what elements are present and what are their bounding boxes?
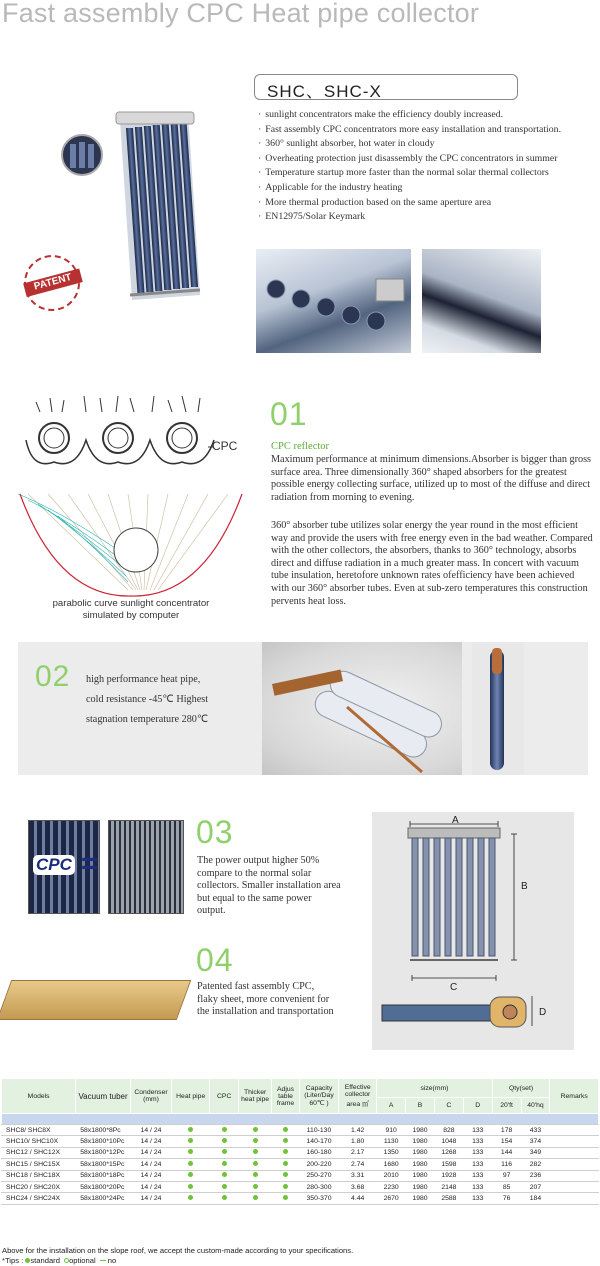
col-header-size: size(mm) <box>377 1079 492 1098</box>
cpc-diagram <box>22 390 257 475</box>
table-cell: SHC12 / SHC12X <box>2 1147 76 1158</box>
table-cell: 58x1800*8Pc <box>76 1125 131 1136</box>
dim-label-c: C <box>450 982 458 993</box>
table-row <box>2 1170 599 1181</box>
table-separator-row <box>2 1114 599 1125</box>
remarks-cell <box>550 1147 599 1158</box>
standard-dot-icon <box>272 1136 300 1147</box>
standard-dot-icon <box>272 1193 300 1204</box>
table-cell: 350-370 <box>299 1193 338 1204</box>
feature-item: · Fast assembly CPC concentrators more easy installation and transportation. <box>258 123 600 138</box>
table-cell: 184 <box>521 1193 550 1204</box>
standard-dot-icon <box>210 1147 239 1158</box>
table-cell: 349 <box>521 1147 550 1158</box>
standard-dot-icon <box>172 1159 210 1170</box>
standard-dot-icon <box>272 1181 300 1192</box>
section03-text: The power output higher 50% compare to the normal solar collectors. Smaller installation area but equal to the same power output. <box>197 855 341 917</box>
standard-dot-icon <box>272 1170 300 1181</box>
standard-dot-icon <box>283 1195 288 1200</box>
table-cell: 4.44 <box>339 1193 377 1204</box>
standard-dot-icon <box>239 1181 272 1192</box>
section-number-01: 01 <box>270 396 308 432</box>
dimension-drawing-panel <box>372 812 574 1050</box>
standard-dot-icon <box>210 1159 239 1170</box>
cpc-reflector-photo <box>422 249 541 353</box>
standard-dot-icon <box>222 1127 227 1132</box>
table-cell: 1350 <box>377 1147 406 1158</box>
tips-label: *Tips : <box>2 1255 24 1265</box>
col-header-cpc: CPC <box>210 1079 239 1114</box>
standard-dot-icon <box>172 1125 210 1136</box>
table-cell: 3.31 <box>339 1170 377 1181</box>
section01-heading: CPC reflector <box>271 441 330 452</box>
col-header-heat-pipe: Heat pipe <box>172 1079 210 1114</box>
col-header-vacuum: Vacuum tuber <box>76 1079 131 1114</box>
table-cell: 178 <box>492 1125 521 1136</box>
heat-pipe-graphic <box>262 642 462 775</box>
feature-item: · More thermal production based on the same aperture area <box>258 196 600 211</box>
tips-standard: standard <box>30 1255 60 1265</box>
table-row <box>2 1181 599 1192</box>
table-cell: 1048 <box>434 1136 463 1147</box>
standard-dot-icon <box>188 1127 193 1132</box>
dimension-drawing <box>372 812 574 1050</box>
standard-dot-icon <box>272 1159 300 1170</box>
section-number-02: 02 <box>35 660 71 693</box>
absorber-tube-photo <box>472 642 524 775</box>
standard-dot-icon <box>222 1195 227 1200</box>
table-cell: 1980 <box>406 1136 435 1147</box>
spec-table <box>1 1078 599 1205</box>
equals-sign: = <box>81 847 99 880</box>
section04-text: Patented fast assembly CPC, flaky sheet, more convenient for the installation and transportation <box>197 981 334 1018</box>
table-cell: 1598 <box>434 1159 463 1170</box>
cpc-tubes-photo <box>256 249 411 353</box>
caption-line: simulated by computer <box>82 610 180 621</box>
feature-item: · EN12975/Solar Keymark <box>258 210 600 225</box>
table-cell: 110-130 <box>299 1125 338 1136</box>
table-row <box>2 1147 599 1158</box>
section-number-03: 03 <box>196 814 234 850</box>
standard-dot-icon <box>188 1138 193 1143</box>
table-cell: 1928 <box>434 1170 463 1181</box>
standard-dot-icon <box>222 1172 227 1177</box>
cpc-badge: CPC <box>33 855 75 875</box>
table-cell: 14 / 24 <box>130 1147 171 1158</box>
standard-dot-icon <box>283 1138 288 1143</box>
standard-dot-icon <box>253 1184 258 1189</box>
section02-text <box>86 670 208 730</box>
dim-label-a: A <box>452 815 459 826</box>
footnote <box>2 1246 353 1265</box>
table-cell: 1980 <box>406 1159 435 1170</box>
standard-dot-icon <box>253 1127 258 1132</box>
table-cell: 3.68 <box>339 1181 377 1192</box>
col-header-b: B <box>406 1098 435 1114</box>
standard-dot-icon <box>188 1149 193 1154</box>
table-row <box>2 1193 599 1204</box>
table-cell: 433 <box>521 1125 550 1136</box>
tips-line <box>2 1256 353 1266</box>
table-cell: 2.74 <box>339 1159 377 1170</box>
table-cell: 160-180 <box>299 1147 338 1158</box>
feature-item: · Overheating protection just disassembly the CPC concentrators in summer <box>258 152 600 167</box>
col-header-capacity: Capacity (Liter/Day 60℃ ) <box>299 1079 338 1114</box>
footnote-line: Above for the installation on the slope roof, we accept the custom-made according to your specifications. <box>2 1246 354 1255</box>
table-cell: 1980 <box>406 1181 435 1192</box>
table-cell: 133 <box>463 1170 492 1181</box>
table-cell: 14 / 24 <box>130 1159 171 1170</box>
table-cell: 2148 <box>434 1181 463 1192</box>
standard-dot-icon <box>210 1193 239 1204</box>
section01-paragraph: Maximum performance at minimum dimensions.Absorber is bigger than gross surface area. Three dimensionally 360° shaped absorbers for the greatest possible energy collecting surface, utilized up to most of the diffuse and direct radiation from morning to evening. <box>271 454 592 503</box>
table-cell: 207 <box>521 1181 550 1192</box>
standard-dot-icon <box>239 1125 272 1136</box>
table-cell: 1130 <box>377 1136 406 1147</box>
standard-dot-icon <box>253 1149 258 1154</box>
table-cell: 133 <box>463 1125 492 1136</box>
parabolic-simulation-image <box>18 490 244 598</box>
packaging-box-image <box>0 980 191 1020</box>
feature-item: · Applicable for the industry heating <box>258 181 600 196</box>
standard-dot-icon <box>283 1149 288 1154</box>
dim-label-b: B <box>521 881 528 892</box>
col-header-condenser: Condenser (mm) <box>130 1079 171 1114</box>
col-header-remarks: Remarks <box>550 1079 599 1114</box>
remarks-cell <box>550 1181 599 1192</box>
table-cell: 154 <box>492 1136 521 1147</box>
table-cell: 1.42 <box>339 1125 377 1136</box>
table-cell: 1980 <box>406 1147 435 1158</box>
table-cell: 828 <box>434 1125 463 1136</box>
table-cell: 58x1800*24Pc <box>76 1193 131 1204</box>
table-cell: 14 / 24 <box>130 1125 171 1136</box>
tube-ends-graphic <box>256 249 411 353</box>
section-number-04: 04 <box>196 942 234 978</box>
standard-dot-icon <box>283 1127 288 1132</box>
table-cell: 2230 <box>377 1181 406 1192</box>
table-row <box>2 1125 599 1136</box>
table-cell: 133 <box>463 1147 492 1158</box>
standard-dot-icon <box>172 1136 210 1147</box>
feature-list <box>258 108 600 225</box>
no-dash-icon <box>100 1260 106 1261</box>
standard-dot-icon <box>172 1147 210 1158</box>
standard-dot-icon <box>172 1181 210 1192</box>
col-header-thicker: Thicker heat pipe <box>239 1079 272 1114</box>
table-cell: 14 / 24 <box>130 1170 171 1181</box>
table-cell: 1980 <box>406 1125 435 1136</box>
standard-dot-icon <box>283 1184 288 1189</box>
standard-dot-icon <box>283 1161 288 1166</box>
page-title: Fast assembly CPC Heat pipe collector <box>2 0 480 28</box>
table-cell: 1.80 <box>339 1136 377 1147</box>
table-cell: 374 <box>521 1136 550 1147</box>
standard-dot-icon <box>188 1172 193 1177</box>
standard-dot-icon <box>222 1138 227 1143</box>
standard-dot-icon <box>253 1161 258 1166</box>
section01-paragraph: 360° absorber tube utilizes solar energy the year round in the most efficient way and provide the users with free energy even in the bad weather. Compared with the other collectors, the absorbers, thanks to 360° technology, absorbs direct and diffuse radiation in a much greater mass. In concert with vacuum tube insulation, heretofore unknown rates ofefficiency have been achieved with our 360° absorber tubes. Even at sub-zero temperatures this construction pervents heat loss. <box>271 520 593 607</box>
patent-badge-label: PATENT <box>23 268 83 297</box>
table-cell: 2.17 <box>339 1147 377 1158</box>
table-cell: SHC18 / SHC18X <box>2 1170 76 1181</box>
table-cell: 58x1800*15Pc <box>76 1159 131 1170</box>
table-cell: 236 <box>521 1170 550 1181</box>
remarks-cell <box>550 1136 599 1147</box>
table-cell: 282 <box>521 1159 550 1170</box>
standard-dot-icon <box>239 1136 272 1147</box>
tube-cap <box>492 648 502 674</box>
table-cell: 1980 <box>406 1170 435 1181</box>
table-cell: 280-300 <box>299 1181 338 1192</box>
table-cell: 910 <box>377 1125 406 1136</box>
table-cell: 144 <box>492 1147 521 1158</box>
standard-dot-icon <box>239 1159 272 1170</box>
col-header-d: D <box>463 1098 492 1114</box>
standard-dot-icon <box>253 1195 258 1200</box>
standard-dot-icon <box>253 1172 258 1177</box>
cpc-label: CPC <box>212 439 238 453</box>
table-cell: 133 <box>463 1193 492 1204</box>
standard-dot-icon <box>188 1195 193 1200</box>
feature-item: · Temperature startup more faster than the normal solar thermal collectors <box>258 166 600 181</box>
feature-item: · 360° sunlight absorber, hot water in cloudy <box>258 137 600 152</box>
col-header-40hq: 40'hq <box>521 1098 550 1114</box>
section02-line: high performance heat pipe, <box>86 674 201 685</box>
feature-item: · sunlight concentrators make the efficiency doubly increased. <box>258 108 600 123</box>
remarks-cell <box>550 1125 599 1136</box>
standard-dot-icon <box>222 1184 227 1189</box>
table-cell: 116 <box>492 1159 521 1170</box>
standard-dot-icon <box>210 1125 239 1136</box>
table-cell: 250-270 <box>299 1170 338 1181</box>
section02-line: cold resistance -45℃ Highest <box>86 694 209 705</box>
col-header-c: C <box>434 1098 463 1114</box>
standard-dot-icon <box>172 1170 210 1181</box>
standard-dot-icon <box>188 1161 193 1166</box>
caption-line: parabolic curve sunlight concentrator <box>52 598 210 609</box>
table-cell: 76 <box>492 1193 521 1204</box>
table-cell: SHC24 / SHC24X <box>2 1193 76 1204</box>
simulation-caption <box>20 598 242 622</box>
standard-dot-icon <box>172 1193 210 1204</box>
table-cell: 140-170 <box>299 1136 338 1147</box>
table-cell: 133 <box>463 1159 492 1170</box>
standard-dot-icon <box>272 1125 300 1136</box>
standard-dot-icon <box>210 1170 239 1181</box>
collector-product-image <box>60 100 250 310</box>
table-cell: 58x1800*20Pc <box>76 1181 131 1192</box>
table-row <box>2 1136 599 1147</box>
table-cell: 14 / 24 <box>130 1181 171 1192</box>
standard-dot-icon <box>239 1193 272 1204</box>
table-cell: 14 / 24 <box>130 1136 171 1147</box>
col-header-qty: Qty(set) <box>492 1079 550 1098</box>
standard-dot-icon <box>222 1149 227 1154</box>
dim-label-d: D <box>539 1007 547 1018</box>
table-cell: SHC8/ SHC8X <box>2 1125 76 1136</box>
standard-dot-icon <box>188 1184 193 1189</box>
standard-dot-icon <box>222 1161 227 1166</box>
table-cell: 97 <box>492 1170 521 1181</box>
table-cell: 2010 <box>377 1170 406 1181</box>
table-cell: SHC20 / SHC20X <box>2 1181 76 1192</box>
heat-pipe-assembly-photo <box>262 642 462 775</box>
table-cell: 14 / 24 <box>130 1193 171 1204</box>
tips-optional: optional <box>69 1255 96 1265</box>
standard-dot-icon <box>210 1181 239 1192</box>
col-header-adjus: Adjus table frame <box>272 1079 300 1114</box>
standard-dot-icon <box>253 1138 258 1143</box>
table-cell: 58x1800*10Pc <box>76 1136 131 1147</box>
section02-line: stagnation temperature 280℃ <box>86 714 209 725</box>
table-cell: 133 <box>463 1136 492 1147</box>
tips-no: no <box>107 1255 117 1265</box>
table-row <box>2 1159 599 1170</box>
table-cell: SHC15 / SHC15X <box>2 1159 76 1170</box>
table-cell: 58x1800*18Pc <box>76 1170 131 1181</box>
standard-dot-icon <box>210 1136 239 1147</box>
remarks-cell <box>550 1193 599 1204</box>
table-cell: 58x1800*12Pc <box>76 1147 131 1158</box>
standard-dot-icon <box>272 1147 300 1158</box>
table-cell: 200-220 <box>299 1159 338 1170</box>
col-header-20ft: 20'ft <box>492 1098 521 1114</box>
remarks-cell <box>550 1170 599 1181</box>
remarks-cell <box>550 1159 599 1170</box>
col-header-a: A <box>377 1098 406 1114</box>
standard-dot-icon <box>239 1170 272 1181</box>
model-name-box: SHC、SHC-X <box>254 74 518 100</box>
normal-collector-image <box>108 820 184 914</box>
col-header-models: Models <box>2 1079 76 1114</box>
table-cell: 1980 <box>406 1193 435 1204</box>
table-cell: 1680 <box>377 1159 406 1170</box>
table-cell: 2588 <box>434 1193 463 1204</box>
table-cell: 1268 <box>434 1147 463 1158</box>
col-header-effective: Effective collector area ㎡ <box>339 1079 377 1114</box>
standard-dot-icon <box>239 1147 272 1158</box>
table-cell: 2670 <box>377 1193 406 1204</box>
standard-dot-icon <box>283 1172 288 1177</box>
table-cell: 133 <box>463 1181 492 1192</box>
table-cell: SHC10/ SHC10X <box>2 1136 76 1147</box>
table-cell: 85 <box>492 1181 521 1192</box>
